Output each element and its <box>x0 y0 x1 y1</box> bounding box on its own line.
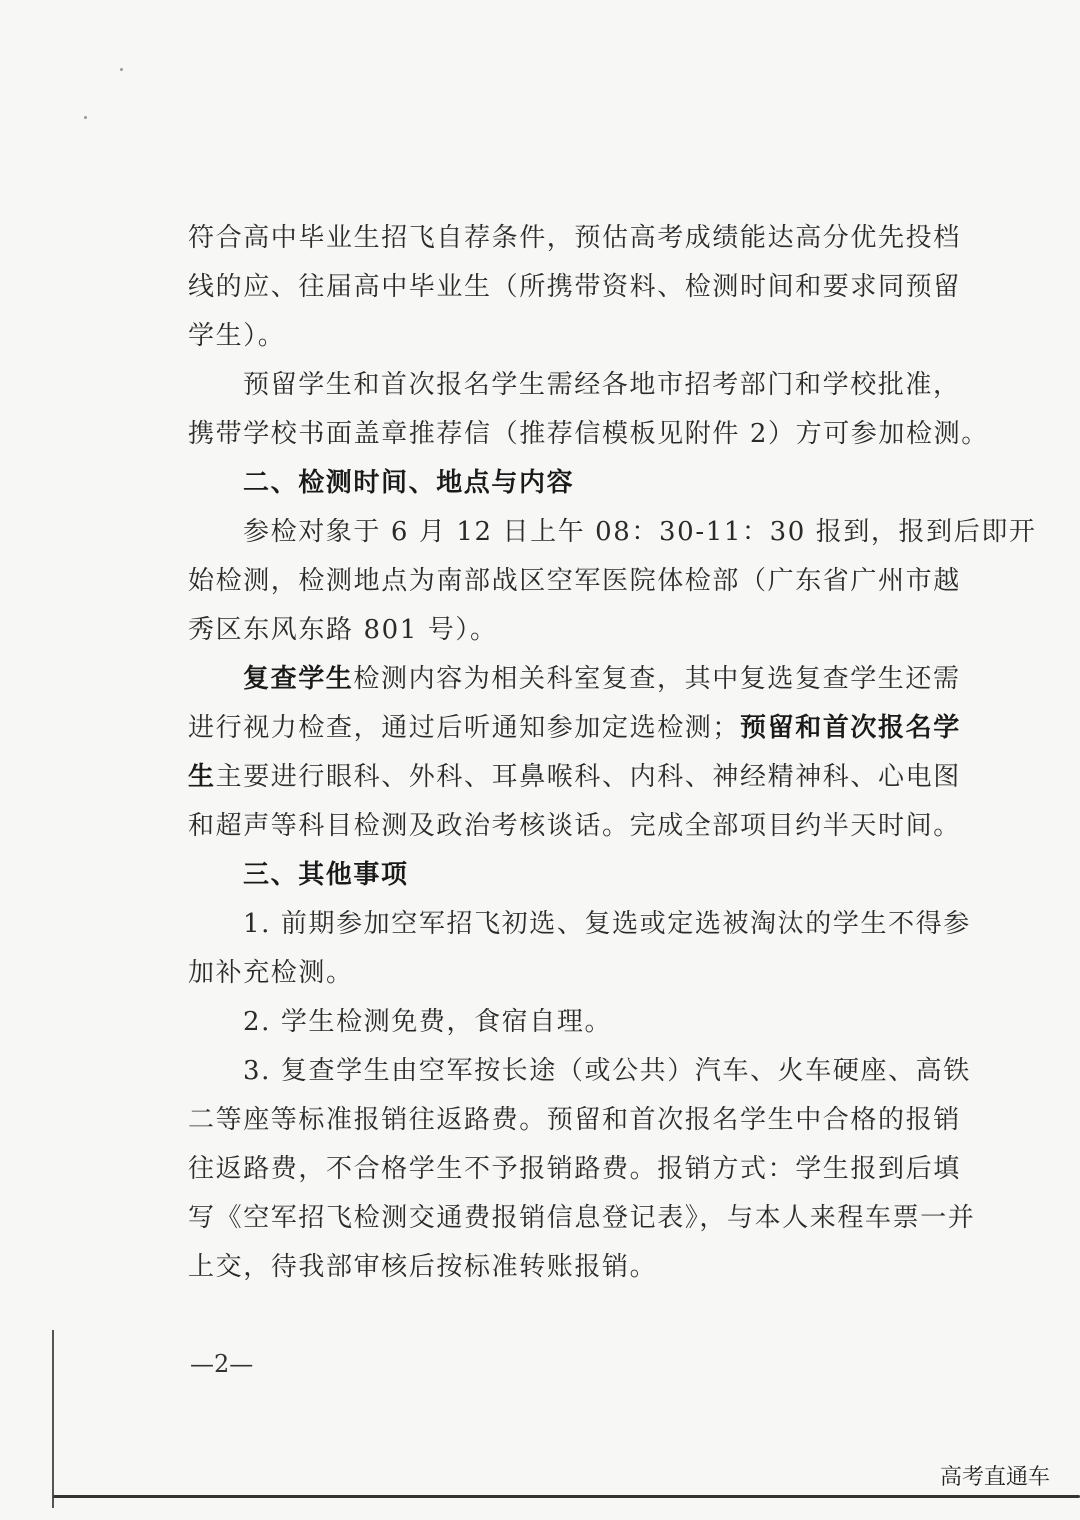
text-line <box>188 900 978 949</box>
bold-text: 三、其他事项 <box>243 860 409 890</box>
text-segment: 和超声等科目检测及政治考核谈话。完成全部项目约半天时间。 <box>188 811 961 841</box>
text-line <box>188 1194 978 1243</box>
text-line <box>188 704 978 753</box>
text-segment: 预留学生和首次报名学生需经各地市招考部门和学校批准， <box>243 370 961 400</box>
text-line <box>188 1096 978 1145</box>
scan-edge-vertical <box>52 1330 54 1508</box>
text-segment: 学生）。 <box>188 321 286 351</box>
text-line <box>188 214 978 263</box>
bold-text: 预留和首次报名学 <box>740 713 961 743</box>
text-segment: 线的应、往届高中毕业生（所携带资料、检测时间和要求同预留 <box>188 272 961 302</box>
text-segment: 符合高中毕业生招飞自荐条件，预估高考成绩能达高分优先投档 <box>188 223 961 253</box>
text-line <box>188 802 978 851</box>
text-segment: 携带学校书面盖章推荐信（推荐信模板见附件 2）方可参加检测。 <box>188 419 989 449</box>
text-line <box>188 410 989 459</box>
document-body <box>188 214 1037 1292</box>
scan-speck <box>84 116 87 119</box>
bold-text: 二、检测时间、地点与内容 <box>243 468 575 498</box>
text-line <box>188 998 978 1047</box>
text-segment: 参检对象于 6 月 12 日上午 08：30-11：30 报到，报到后即开 <box>243 517 1037 547</box>
bold-text: 复查学生 <box>243 664 354 694</box>
text-segment: 写《空军招飞检测交通费报销信息登记表》，与本人来程车票一并 <box>188 1203 976 1233</box>
text-line <box>188 655 978 704</box>
text-line <box>188 1047 978 1096</box>
text-segment: 检测内容为相关科室复查，其中复选复查学生还需 <box>353 664 961 694</box>
text-segment: 3. 复查学生由空军按长途（或公共）汽车、火车硬座、高铁 <box>243 1056 971 1086</box>
scan-speck <box>120 68 123 71</box>
text-line <box>188 1243 978 1292</box>
bold-text: 生 <box>188 762 216 792</box>
text-line <box>188 361 978 410</box>
text-segment: 上交，待我部审核后按标准转账报销。 <box>188 1252 658 1282</box>
text-segment: 始检测，检测地点为南部战区空军医院体检部（广东省广州市越 <box>188 566 961 596</box>
text-segment: 往返路费，不合格学生不予报销路费。报销方式：学生报到后填 <box>188 1154 961 1184</box>
text-segment: 二等座等标准报销往返路费。预留和首次报名学生中合格的报销 <box>188 1105 961 1135</box>
text-line <box>188 949 978 998</box>
text-segment: 进行视力检查，通过后听通知参加定选检测； <box>188 713 741 743</box>
page-number: —2— <box>190 1350 254 1378</box>
text-line <box>188 1145 978 1194</box>
text-line <box>188 851 978 900</box>
text-segment: 主要进行眼科、外科、耳鼻喉科、内科、神经精神科、心电图 <box>215 762 961 792</box>
text-line <box>188 459 978 508</box>
text-line <box>188 312 978 361</box>
text-segment: 1. 前期参加空军招飞初选、复选或定选被淘汰的学生不得参 <box>243 909 971 939</box>
text-segment: 加补充检测。 <box>188 958 354 988</box>
text-line <box>188 557 978 606</box>
text-line <box>188 753 978 802</box>
watermark: 高考直通车 <box>939 1465 1050 1490</box>
text-line <box>188 263 978 312</box>
text-segment: 秀区东风东路 801 号）。 <box>188 615 498 645</box>
text-line <box>188 606 978 655</box>
text-segment: 2. 学生检测免费，食宿自理。 <box>243 1007 613 1037</box>
text-line <box>188 508 1037 557</box>
scan-edge-horizontal <box>53 1495 1080 1498</box>
